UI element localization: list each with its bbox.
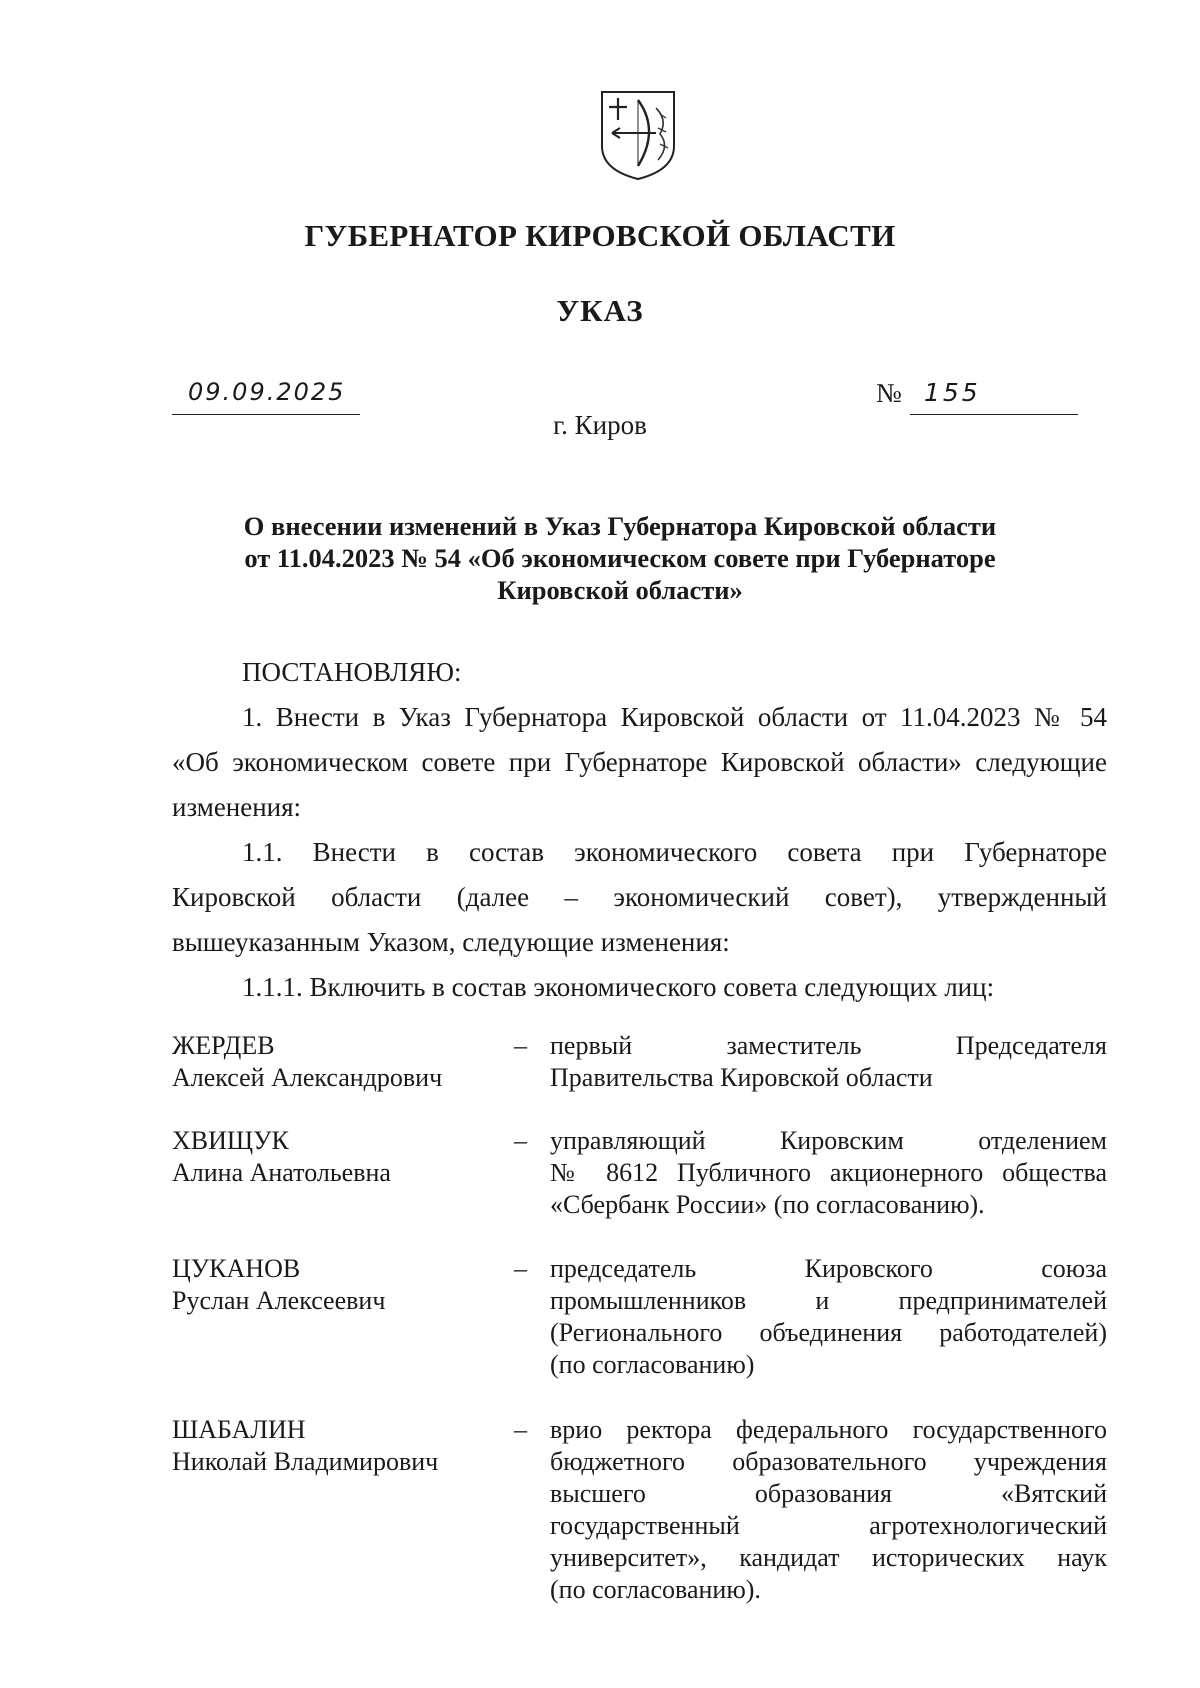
position-line: высшего образования «Вятский — [550, 1479, 1107, 1508]
position-line: «Сбербанк России» (по согласованию). — [550, 1190, 985, 1219]
position-line: № 8612 Публичного акционерного общества — [550, 1158, 1107, 1187]
paragraph-line: 1.1. Внести в состав экономического совета при Губернаторе — [242, 837, 1107, 867]
decree-number: 155 — [924, 378, 981, 407]
member-given-names: Николай Владимирович — [172, 1447, 439, 1476]
paragraph-line: Кировской области (далее – экономический совет), утвержденный — [172, 882, 1107, 912]
dash: – — [514, 1031, 527, 1060]
member-name — [172, 1414, 512, 1478]
position-line: Правительства Кировской области — [550, 1063, 933, 1092]
member-given-names: Руслан Алексеевич — [172, 1286, 386, 1315]
member-given-names: Алексей Александрович — [172, 1063, 443, 1092]
subject-line: О внесении изменений в Указ Губернатора Кировской области — [243, 511, 997, 541]
decree-word: ПОСТАНОВЛЯЮ: — [242, 657, 462, 687]
position-line: первый заместитель Председателя — [550, 1031, 1107, 1060]
position-line: (Регионального объединения работодателей) — [550, 1318, 1107, 1347]
position-line: государственный агротехнологический — [550, 1511, 1107, 1540]
position-line: промышленников и предпринимателей — [550, 1286, 1107, 1315]
position-line: (по согласованию) — [550, 1350, 755, 1379]
paragraph-1-1-1: 1.1.1. Включить в состав экономического совета следующих лиц: — [242, 972, 995, 1002]
position-line: врио ректора федерального государственного — [550, 1415, 1107, 1444]
coat-of-arms-icon — [598, 88, 678, 182]
position-line: университет», кандидат исторических наук — [550, 1543, 1107, 1572]
member-position — [550, 1030, 1107, 1094]
decree-subject — [170, 510, 1070, 606]
dash: – — [514, 1254, 527, 1283]
authority-title: ГУБЕРНАТОР КИРОВСКОЙ ОБЛАСТИ — [304, 218, 896, 253]
member-name — [172, 1253, 512, 1317]
subject-line: Кировской области» — [497, 575, 743, 605]
paragraph-line: изменения: — [172, 792, 302, 822]
member-given-names: Алина Анатольевна — [172, 1158, 391, 1187]
paragraph-1-1 — [172, 830, 1107, 965]
member-surname: ЦУКАНОВ — [172, 1254, 301, 1283]
dash: – — [514, 1126, 527, 1155]
position-line: председатель Кировского союза — [550, 1254, 1107, 1283]
position-line: бюджетного образовательного учреждения — [550, 1447, 1107, 1476]
paragraph-line: «Об экономическом совете при Губернаторе Кировской области» следующие — [172, 747, 1107, 777]
member-name — [172, 1125, 512, 1189]
paragraph-line: вышеуказанным Указом, следующие изменения: — [172, 927, 730, 957]
member-surname: ЖЕРДЕВ — [172, 1031, 275, 1060]
member-position — [550, 1125, 1107, 1221]
position-line: управляющий Кировским отделением — [550, 1126, 1107, 1155]
paragraph-line: 1. Внести в Указ Губернатора Кировской области от 11.04.2023 № 54 — [242, 702, 1107, 732]
city: г. Киров — [553, 410, 647, 440]
member-name — [172, 1030, 512, 1094]
member-surname: ХВИЩУК — [172, 1126, 289, 1155]
member-position — [550, 1414, 1107, 1606]
number-sign: № — [876, 378, 902, 408]
decree-date: 09.09.2025 — [188, 378, 346, 406]
member-position — [550, 1253, 1107, 1381]
document-type: УКАЗ — [556, 293, 644, 328]
subject-line: от 11.04.2023 № 54 «Об экономическом совете при Губернаторе — [244, 543, 996, 573]
member-surname: ШАБАЛИН — [172, 1415, 306, 1444]
dash: – — [514, 1415, 527, 1444]
position-line: (по согласованию). — [550, 1575, 761, 1604]
paragraph-1 — [172, 695, 1107, 830]
